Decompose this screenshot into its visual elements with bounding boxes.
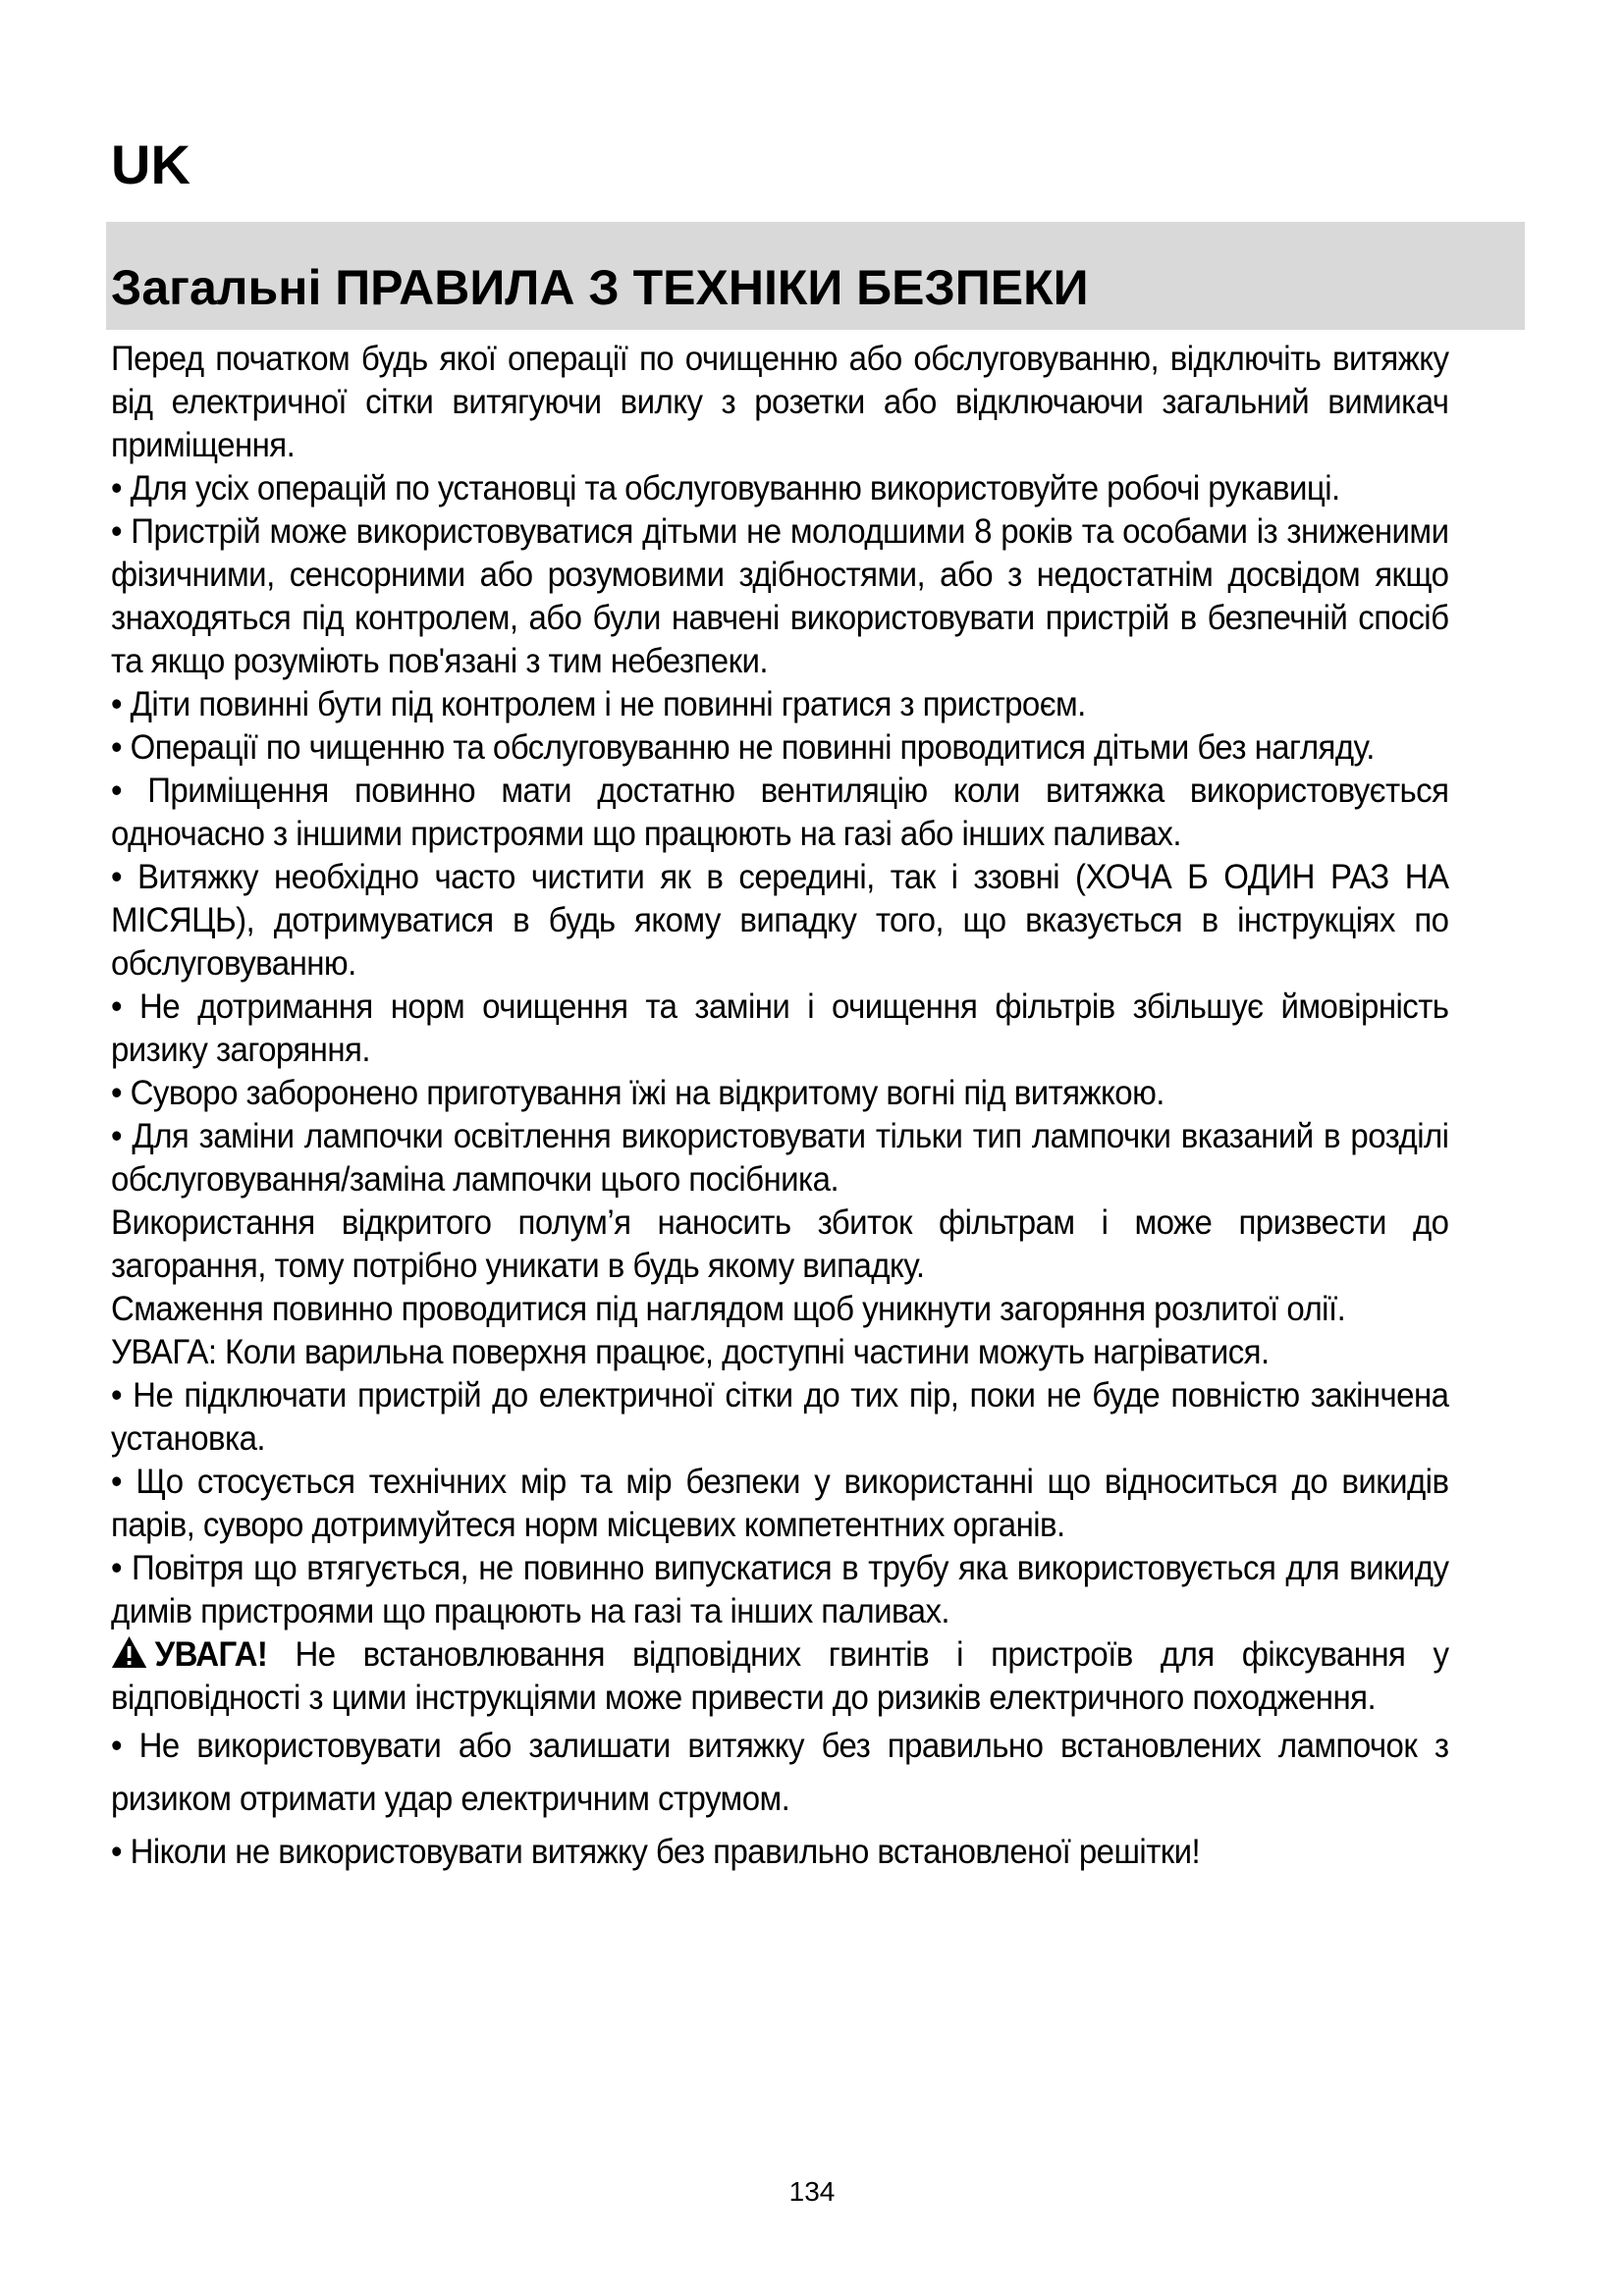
page-number: 134 [788, 2176, 836, 2207]
paragraph-flambe-prohibited: • Суворо заборонено приготування їжі на відкритому вогні під витяжкою. [111, 1073, 1164, 1112]
paragraph-connect-after-install: • Не підключати пристрій до електричної сітки до тих пір, поки не буде повністю закінчена установка. [111, 1375, 1449, 1458]
section-title: Загальні ПРАВИЛА З ТЕХНІКИ БЕЗПЕКИ [111, 260, 1089, 315]
paragraph-disconnect: Перед початком будь якої операції по очищенню або обслуговуванню, відключіть витяжку від електричної сітки витягуючи вилку з розетки або відключаючи загальний вимикач приміщення. [111, 339, 1449, 464]
paragraph-screws-warning [111, 1632, 1448, 1719]
paragraph-children-cleaning: • Операції по чищенню та обслуговуванню не повинні проводитися дітьми без нагляду. [111, 727, 1375, 767]
paragraph-local-regulations: • Що стосується технічних мір та мір безпеки у використанні що відноситься до викидів парів, суворо дотримуйтеся норм місцевих компетентних органів. [111, 1462, 1449, 1544]
paragraph-frying: Смаження повинно проводитися під наглядом щоб уникнути загоряння розлитої олії. [111, 1289, 1346, 1328]
paragraph-gloves: • Для усіх операцій по установці та обслуговуванню використовуйте робочі рукавиці. [111, 468, 1340, 507]
paragraph-lamp-replacement: • Для заміни лампочки освітлення використовувати тільки тип лампочки вказаний в розділі обслуговування/заміна лампочки цього посібника. [111, 1116, 1449, 1199]
paragraph-hob-warning: УВАГА: Коли варильна поверхня працює, доступні частини можуть нагріватися. [111, 1332, 1270, 1371]
language-code: UK [111, 133, 190, 195]
paragraph-children-persons: • Пристрій може використовуватися дітьми не молодшими 8 років та особами із зниженими фізичними, сенсорними або розумовими здібностями, або з недостатнім досвідом якщо знаходяться під контролем, або були навчені використовувати пристрій в безпечній спосіб та якщо розуміють пов'язані з тим небезпеки. [111, 511, 1449, 680]
warning-label: УВАГА! [154, 1634, 268, 1674]
paragraph-ventilation: • Приміщення повинно мати достатню вентиляцію коли витяжка використовується одночасно з іншими пристроями що працюють на газі або інших паливах. [111, 771, 1449, 853]
paragraph-open-flame: Використання відкритого полум’я наносить збиток фільтрам і може призвести до загорання, тому потрібно уникати в будь якому випадку. [111, 1202, 1449, 1285]
paragraph-air-discharge: • Повітря що втягується, не повинно випускатися в трубу яка використовується для викиду димів пристроями що працюють на газі та інших паливах. [111, 1548, 1449, 1630]
warning-triangle-icon [111, 1635, 147, 1669]
paragraph-filter-fire-risk: • Не дотримання норм очищення та заміни і очищення фільтрів збільшує ймовірність ризику загоряння. [111, 987, 1449, 1069]
safety-rules-body [111, 337, 1448, 1878]
warning-text: Не встановлювання відповідних гвинтів і пристроїв для фіксування у відповідності з цими інструкціями може привести до ризиків електричного походження. [111, 1634, 1449, 1717]
paragraph-children-supervision: • Діти повинні бути під контролем і не повинні гратися з пристроєм. [111, 684, 1086, 723]
paragraph-lamps-installed: • Не використовувати або залишати витяжку без правильно встановлених лампочок з ризиком отримати удар електричним струмом. [111, 1726, 1449, 1818]
paragraph-cleaning-frequency: • Витяжку необхідно часто чистити як в середині, так і ззовні (ХОЧА Б ОДИН РАЗ НА МІСЯЦЬ), дотримуватися в будь якому випадку того, що вказується в інструкціях по обслуговуванню. [111, 857, 1449, 983]
paragraph-grille-installed: • Ніколи не використовувати витяжку без правильно встановленої решітки! [111, 1832, 1201, 1871]
